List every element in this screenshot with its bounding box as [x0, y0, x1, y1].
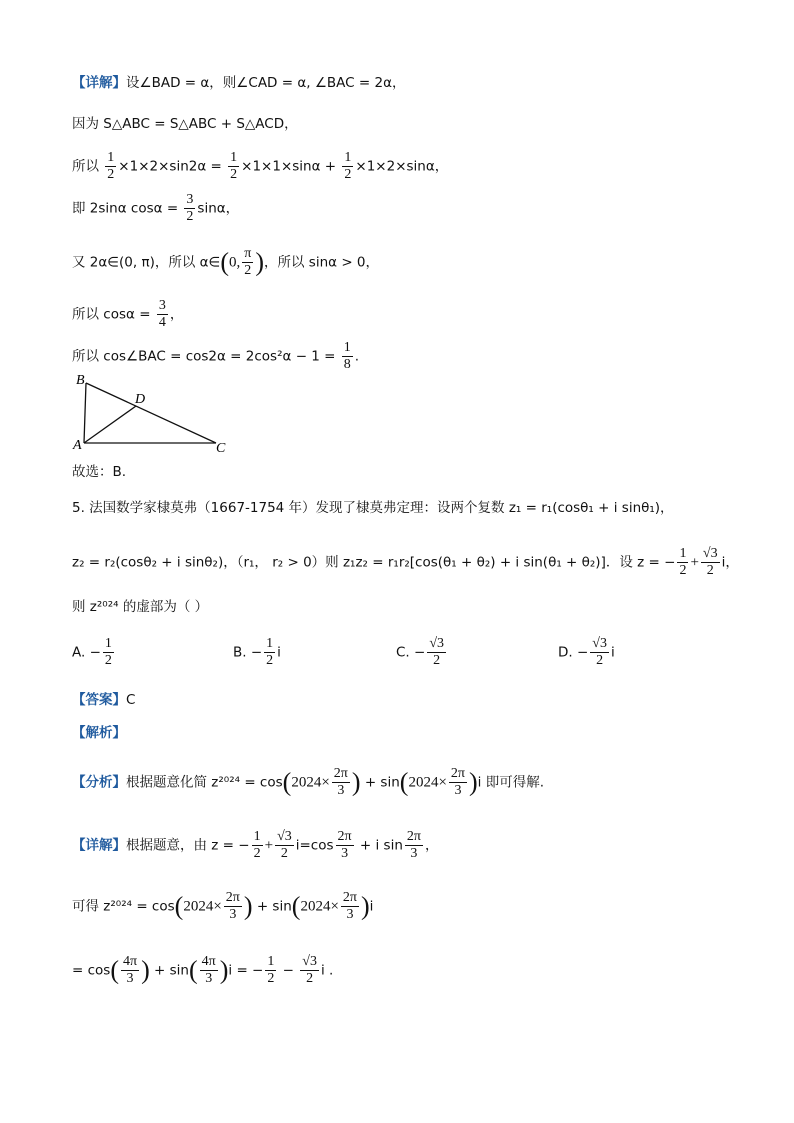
so-text: 所以: [72, 158, 99, 175]
label-D: D: [135, 392, 146, 407]
ji-text: 即 2sinα cosα =: [72, 200, 183, 217]
fraction-sqrt3-half: $\frac{√3}{2}$: [702, 546, 718, 578]
fenxi-line: 【分析】根据题意化简 z²⁰²⁴ = cos(2024× $\frac{2\pi}{3}$ ) + sin(2024× $\frac{2\pi}{3}$ )i 即可得解.: [72, 766, 544, 798]
option-a[interactable]: A. − $\frac{1}{2}$: [72, 636, 112, 668]
cos-line: 所以 cosα = $\frac{3}{4}$ ，: [72, 298, 184, 330]
fraction-half: $\frac{1}{2}$: [344, 150, 352, 182]
fenxi-label: 【分析】: [72, 774, 126, 791]
eq-part-1: ×1×2×sin2α =: [118, 158, 227, 175]
eq-part-2: ×1×1×sinα +: [241, 158, 341, 175]
option-b[interactable]: B. − $\frac{1}{2}$ i: [233, 636, 281, 668]
label-B: B: [76, 373, 85, 388]
answer-value: C: [126, 692, 136, 708]
q5-line-2a: z₂ = r₂(cosθ₂ + i sinθ₂)，（r₁， r₂ > 0）则 z₁z₂ = r₁r₂[cos(θ₁ + θ₂) + i sin(θ₁ + θ₂)]．设 z = −: [72, 554, 676, 571]
q5-line-1: 5. 法国数学家棣莫弗（1667-1754 年）发现了棣莫弗定理：设两个复数 z₁ = r₁(cosθ₁ + i sinθ₁)，: [72, 500, 674, 516]
fraction-one-eighth: $\frac{1}{8}$: [343, 340, 351, 372]
detail-text: 设∠BAD = α，则∠CAD = α, ∠BAC = 2α，: [126, 75, 406, 91]
cos-bac-line: 所以 cos∠BAC = cos2α = 2cos²α − 1 = $\frac{1}{8}$ .: [72, 340, 360, 372]
fraction-three-quarter: $\frac{3}{4}$: [158, 298, 166, 330]
so-line-1: [72, 150, 448, 183]
final-line: = cos( $\frac{4\pi}{3}$ ) + sin( $\frac{4\pi}{3}$ )i = − $\frac{1}{2}$ − $\frac{√3}{2}$ i .: [72, 954, 334, 986]
label-A: A: [73, 438, 82, 453]
detail-label: 【详解】: [72, 75, 126, 91]
area-line: 因为 S△ABC = S△ABC + S△ACD，: [72, 116, 298, 132]
option-d[interactable]: D. − $\frac{√3}{2}$ i: [558, 636, 615, 668]
eq-part-3: ×1×2×sinα，: [355, 158, 449, 175]
answer-line: [72, 689, 135, 711]
ji-tail: sinα，: [197, 200, 240, 217]
ji-line: [72, 192, 239, 225]
you-tail: ，所以 sinα > 0，: [264, 254, 380, 271]
fraction-half: $\frac{1}{2}$: [230, 150, 238, 182]
kede-line: 可得 z²⁰²⁴ = cos(2024× $\frac{2\pi}{3}$ ) + sin(2024× $\frac{2\pi}{3}$ )i: [72, 890, 374, 922]
fraction-half: $\frac{1}{2}$: [107, 150, 115, 182]
analysis-label: 【解析】: [72, 725, 126, 741]
option-c[interactable]: C. − $\frac{√3}{2}$: [396, 636, 445, 668]
q5-line-3: 则 z²⁰²⁴ 的虚部为（ ）: [72, 599, 209, 615]
detail2-line: 【详解】根据题意，由 z = − $\frac{1}{2}$ + $\frac{√3}{2}$ i=cos $\frac{2\pi}{3}$ + i sin $\frac{2\pi}{3}$ ，: [72, 829, 439, 861]
cos-text: 所以 cosα =: [72, 306, 155, 323]
select-answer: 故选：B.: [72, 464, 127, 480]
q5-line-2: z₂ = r₂(cosθ₂ + i sinθ₂)，（r₁， r₂ > 0）则 z₁z₂ = r₁r₂[cos(θ₁ + θ₂) + i sin(θ₁ + θ₂)]．设 z = − $\frac{1}{2}$ + $\frac{√3}{2}$ i，: [72, 546, 739, 578]
detail2-label: 【详解】: [72, 837, 126, 854]
detail-line-1: [72, 72, 406, 94]
answer-label: 【答案】: [72, 692, 126, 708]
fraction-three-half: $\frac{3}{2}$: [186, 192, 194, 224]
fraction-half: $\frac{1}{2}$: [679, 546, 687, 578]
q5-line-2b: i，: [721, 554, 739, 571]
you-text: 又 2α∈(0, π)，所以 α∈: [72, 254, 221, 271]
you-line: 又 2α∈(0, π)，所以 α∈(0, $\frac{\pi}{2}$ )，所以 sinα > 0，: [72, 246, 380, 278]
label-C: C: [216, 441, 226, 456]
triangle-figure: [70, 372, 240, 458]
cos-bac-text: 所以 cos∠BAC = cos2α = 2cos²α − 1 =: [72, 348, 340, 365]
fraction-pi-half: $\frac{\pi}{2}$: [244, 246, 252, 278]
